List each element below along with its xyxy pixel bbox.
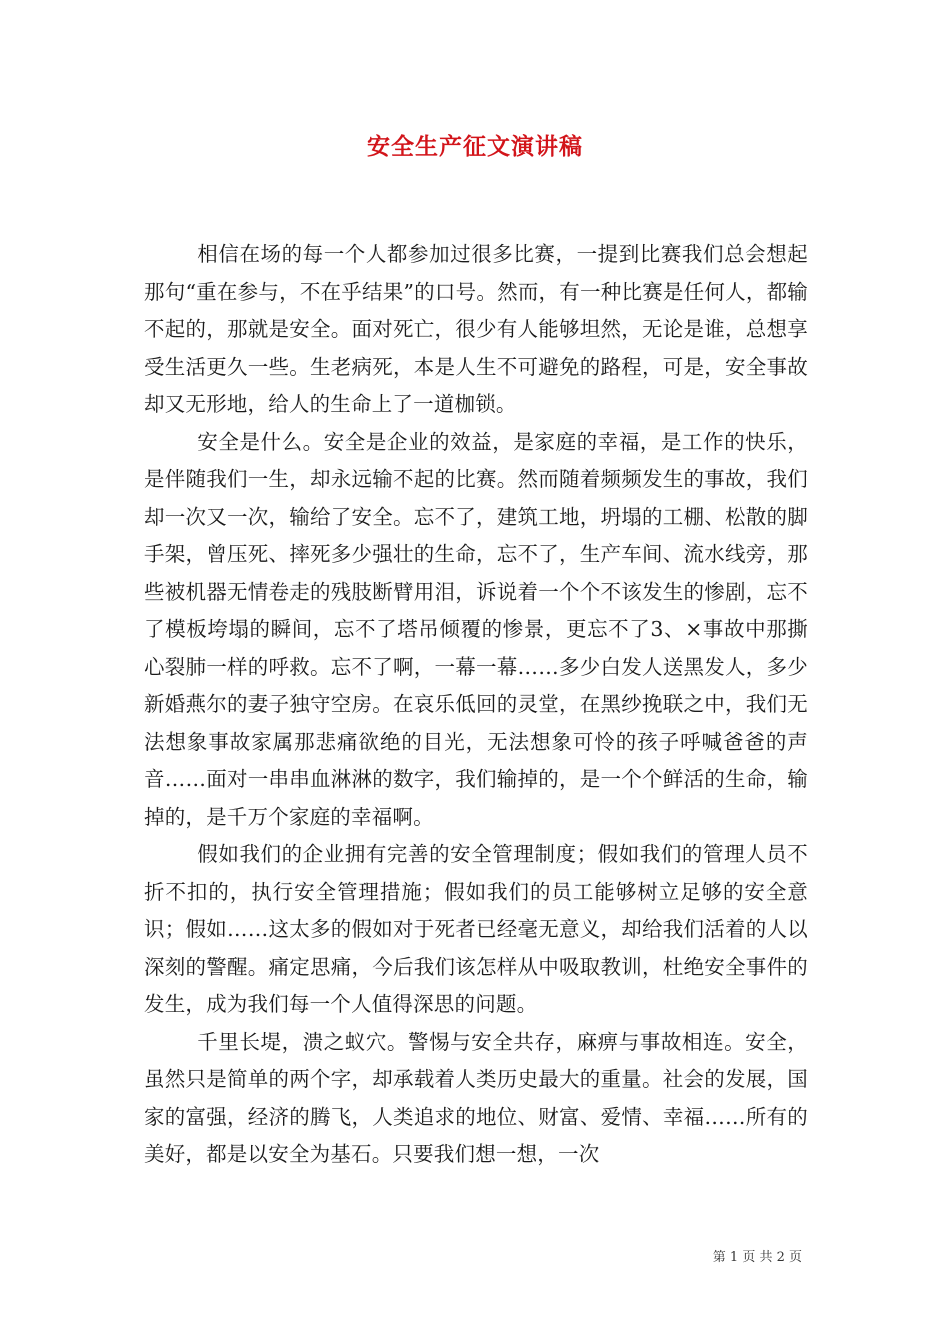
- paragraph-2: 安全是什么。安全是企业的效益，是家庭的幸福，是工作的快乐，是伴随我们一生，却永远输不起的比赛。然而随着频频发生的事故，我们却一次又一次，输给了安全。忘不了，建筑工地，坍塌的工棚、松散的脚手架，曾压死、摔死多少强壮的生命，忘不了，生产车间、流水线旁，那些被机器无情卷走的残肢断臂用泪，诉说着一个个不该发生的惨剧，忘不了模板垮塌的瞬间，忘不了塔吊倾覆的惨景，更忘不了3、×事故中那撕心裂肺一样的呼救。忘不了啊，一幕一幕……多少白发人送黑发人，多少新婚燕尔的妻子独守空房。在哀乐低回的灵堂，在黑纱挽联之中，我们无法想象事故家属那悲痛欲绝的目光，无法想象可怜的孩子呼喊爸爸的声音……面对一串串血淋淋的数字，我们输掉的，是一个个鲜活的生命，输掉的，是千万个家庭的幸福啊。: [144, 429, 808, 829]
- paragraph-4: 千里长堤，溃之蚁穴。警惕与安全共存，麻痹与事故相连。安全，虽然只是简单的两个字，却承载着人类历史最大的重量。社会的发展，国家的富强，经济的腾飞，人类追求的地位、财富、爱情、幸福……所有的美好，都是以安全为基石。只要我们想一想，一次: [144, 1029, 808, 1166]
- paragraph-1: 相信在场的每一个人都参加过很多比赛，一提到比赛我们总会想起那句“重在参与，不在乎结果”的口号。然而，有一种比赛是任何人，都输不起的，那就是安全。面对死亡，很少有人能够坦然，无论是谁，总想享受生活更久一些。生老病死，本是人生不可避免的路程，可是，安全事故却又无形地，给人的生命上了一道枷锁。: [144, 242, 808, 416]
- document-title: 安全生产征文演讲稿: [367, 133, 583, 160]
- paragraph-3: 假如我们的企业拥有完善的安全管理制度；假如我们的管理人员不折不扣的，执行安全管理措施；假如我们的员工能够树立足够的安全意识；假如……这太多的假如对于死者已经毫无意义，却给我们活着的人以深刻的警醒。痛定思痛，今后我们该怎样从中吸取教训，杜绝安全事件的发生，成为我们每一个人值得深思的问题。: [144, 842, 808, 1016]
- page-number: 第 1 页 共 2 页: [712, 1250, 802, 1265]
- document-body: [144, 236, 808, 1174]
